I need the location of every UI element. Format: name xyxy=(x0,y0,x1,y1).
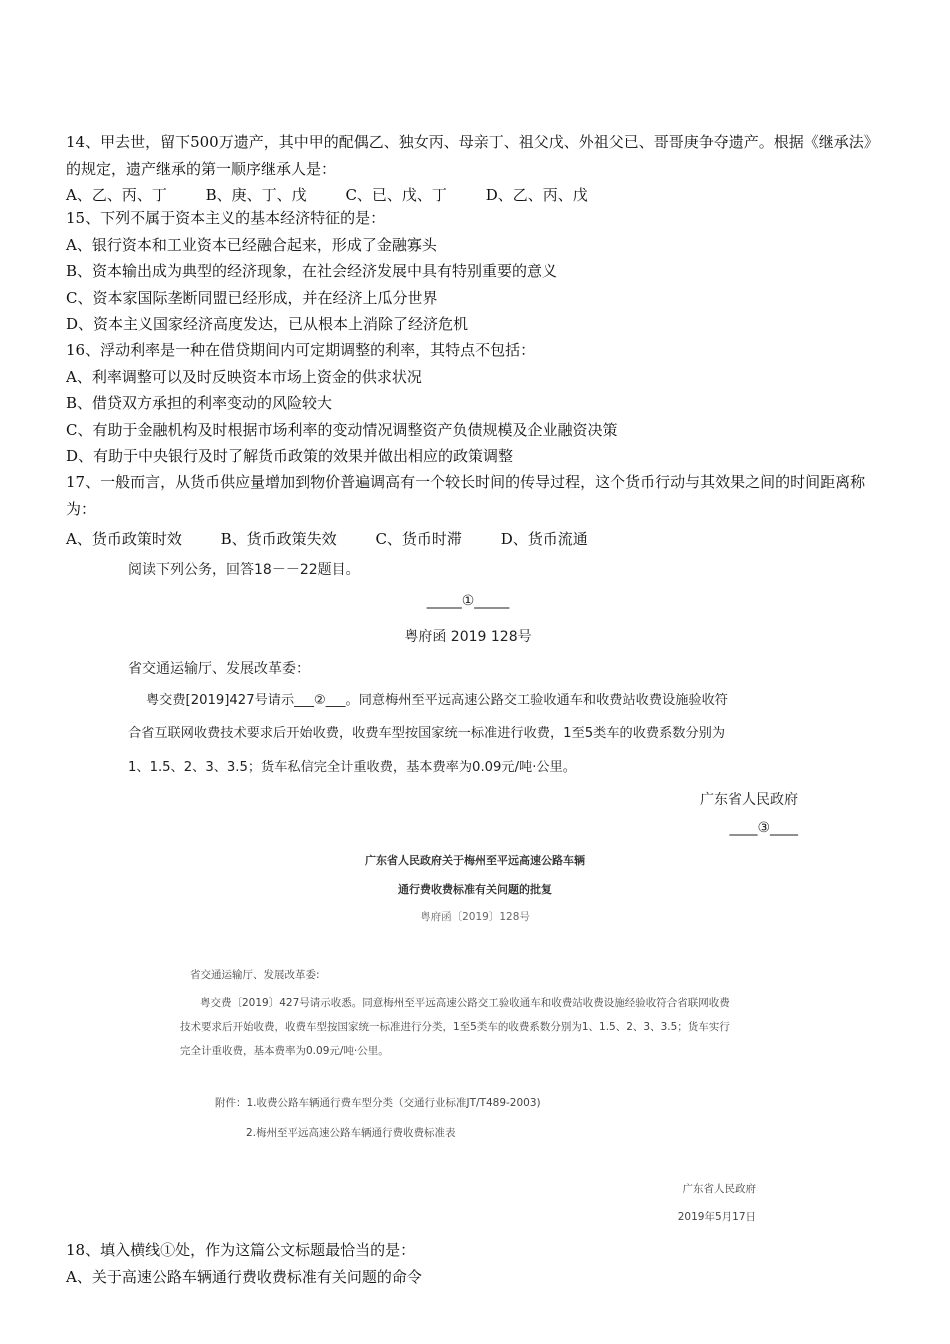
original-body-line-3: 完全计重收费，基本费率为0.09元/吨·公里。 xyxy=(180,1045,389,1057)
original-document xyxy=(180,852,770,1230)
option-15-c: C、资本家国际垄断同盟已经形成，并在经济上瓜分世界 xyxy=(66,288,438,307)
option-17-d: D、货币流通 xyxy=(500,530,588,548)
option-18-a: A、关于高速公路车辆通行费收费标准有关问题的命令 xyxy=(66,1267,422,1286)
original-addressee: 省交通运输厅、发展改革委: xyxy=(190,969,320,981)
doc-number: 粤府函 2019 128号 xyxy=(404,629,532,645)
reading-passage xyxy=(128,560,808,836)
option-14-a: A、乙、丙、丁 xyxy=(66,186,167,204)
option-17-a: A、货币政策时效 xyxy=(66,530,182,548)
original-attachment-2: 2.梅州至平远高速公路车辆通行费收费标准表 xyxy=(246,1127,456,1139)
body-line-1: 粤交费[2019]427号请示___②___。同意梅州至平远高速公路交工验收通车和收费站收费设施验收符 xyxy=(146,693,728,708)
original-title-line-2: 通行费收费标准有关问题的批复 xyxy=(398,883,552,896)
question-17-options xyxy=(66,526,886,553)
signature: 广东省人民政府 xyxy=(700,792,798,808)
body-line-2: 合省互联网收费技术要求后开始收费，收费车型按国家统一标准进行收费，1至5类车的收费系数分别为 xyxy=(128,726,726,741)
question-18-stem: 18、填入横线①处，作为这篇公文标题最恰当的是： xyxy=(66,1241,416,1259)
question-16 xyxy=(66,337,886,470)
blank-date: ____③____ xyxy=(729,820,798,836)
addressee: 省交通运输厅、发展改革委： xyxy=(128,661,310,677)
option-14-d: D、乙、丙、戊 xyxy=(485,186,588,204)
option-15-b: B、资本输出成为典型的经济现象，在社会经济发展中具有特别重要的意义 xyxy=(66,262,558,280)
option-16-a: A、利率调整可以及时反映资本市场上资金的供求状况 xyxy=(66,367,422,386)
option-14-b: B、庚、丁、戊 xyxy=(205,186,307,204)
original-body-line-2: 技术要求后开始收费，收费车型按国家统一标准进行分类，1至5类车的收费系数分别为1、1.5、2、3、3.5；货车实行 xyxy=(180,1021,730,1033)
original-doc-number: 粤府函〔2019〕128号 xyxy=(420,911,530,923)
option-16-d: D、有助于中央银行及时了解货币政策的效果并做出相应的政策调整 xyxy=(66,447,514,465)
option-17-b: B、货币政策失效 xyxy=(220,530,337,548)
original-signature: 广东省人民政府 xyxy=(682,1183,756,1195)
question-18 xyxy=(66,1237,886,1290)
reading-intro: 阅读下列公务，回答18－－22题目。 xyxy=(128,562,360,578)
blank-title: _____①_____ xyxy=(426,593,510,609)
body-line-3: 1、1.5、2、3、3.5；货车私信完全计重收费，基本费率为0.09元/吨·公里。 xyxy=(128,760,576,775)
option-16-b: B、借贷双方承担的利率变动的风险较大 xyxy=(66,394,333,412)
question-14-stem: 14、甲去世，留下500万遗产，其中甲的配偶乙、独女丙、母亲丁、祖父戊、外祖父已、哥哥庚争夺遗产。根据《继承法》的规定，遗产继承的第一顺序继承人是： xyxy=(66,133,879,178)
option-15-d: D、资本主义国家经济高度发达，已从根本上消除了经济危机 xyxy=(66,315,469,333)
question-15-stem: 15、下列不属于资本主义的基本经济特征的是： xyxy=(66,209,386,227)
question-17 xyxy=(66,469,886,553)
option-14-c: C、已、戊、丁 xyxy=(345,186,447,204)
question-14 xyxy=(66,129,886,209)
question-17-stem: 17、一般而言，从货币供应量增加到物价普遍调高有一个较长时间的传导过程，这个货币行动与其效果之间的时间距离称为： xyxy=(66,473,866,518)
option-16-c: C、有助于金融机构及时根据市场利率的变动情况调整资产负债规模及企业融资决策 xyxy=(66,420,618,439)
question-16-stem: 16、浮动利率是一种在借贷期间内可定期调整的利率，其特点不包括： xyxy=(66,341,536,359)
original-date: 2019年5月17日 xyxy=(677,1211,756,1223)
original-attachment-1: 附件：1.收费公路车辆通行费车型分类（交通行业标准JT/T489-2003) xyxy=(215,1097,541,1109)
option-17-c: C、货币时滞 xyxy=(375,530,462,548)
original-body-line-1: 粤交费〔2019〕427号请示收悉。同意梅州至平远高速公路交工验收通车和收费站收费设施经验收符合省联网收费 xyxy=(200,997,730,1009)
option-15-a: A、银行资本和工业资本已经融合起来，形成了金融寡头 xyxy=(66,235,437,254)
original-title-line-1: 广东省人民政府关于梅州至平远高速公路车辆 xyxy=(365,854,585,867)
question-15 xyxy=(66,205,886,338)
